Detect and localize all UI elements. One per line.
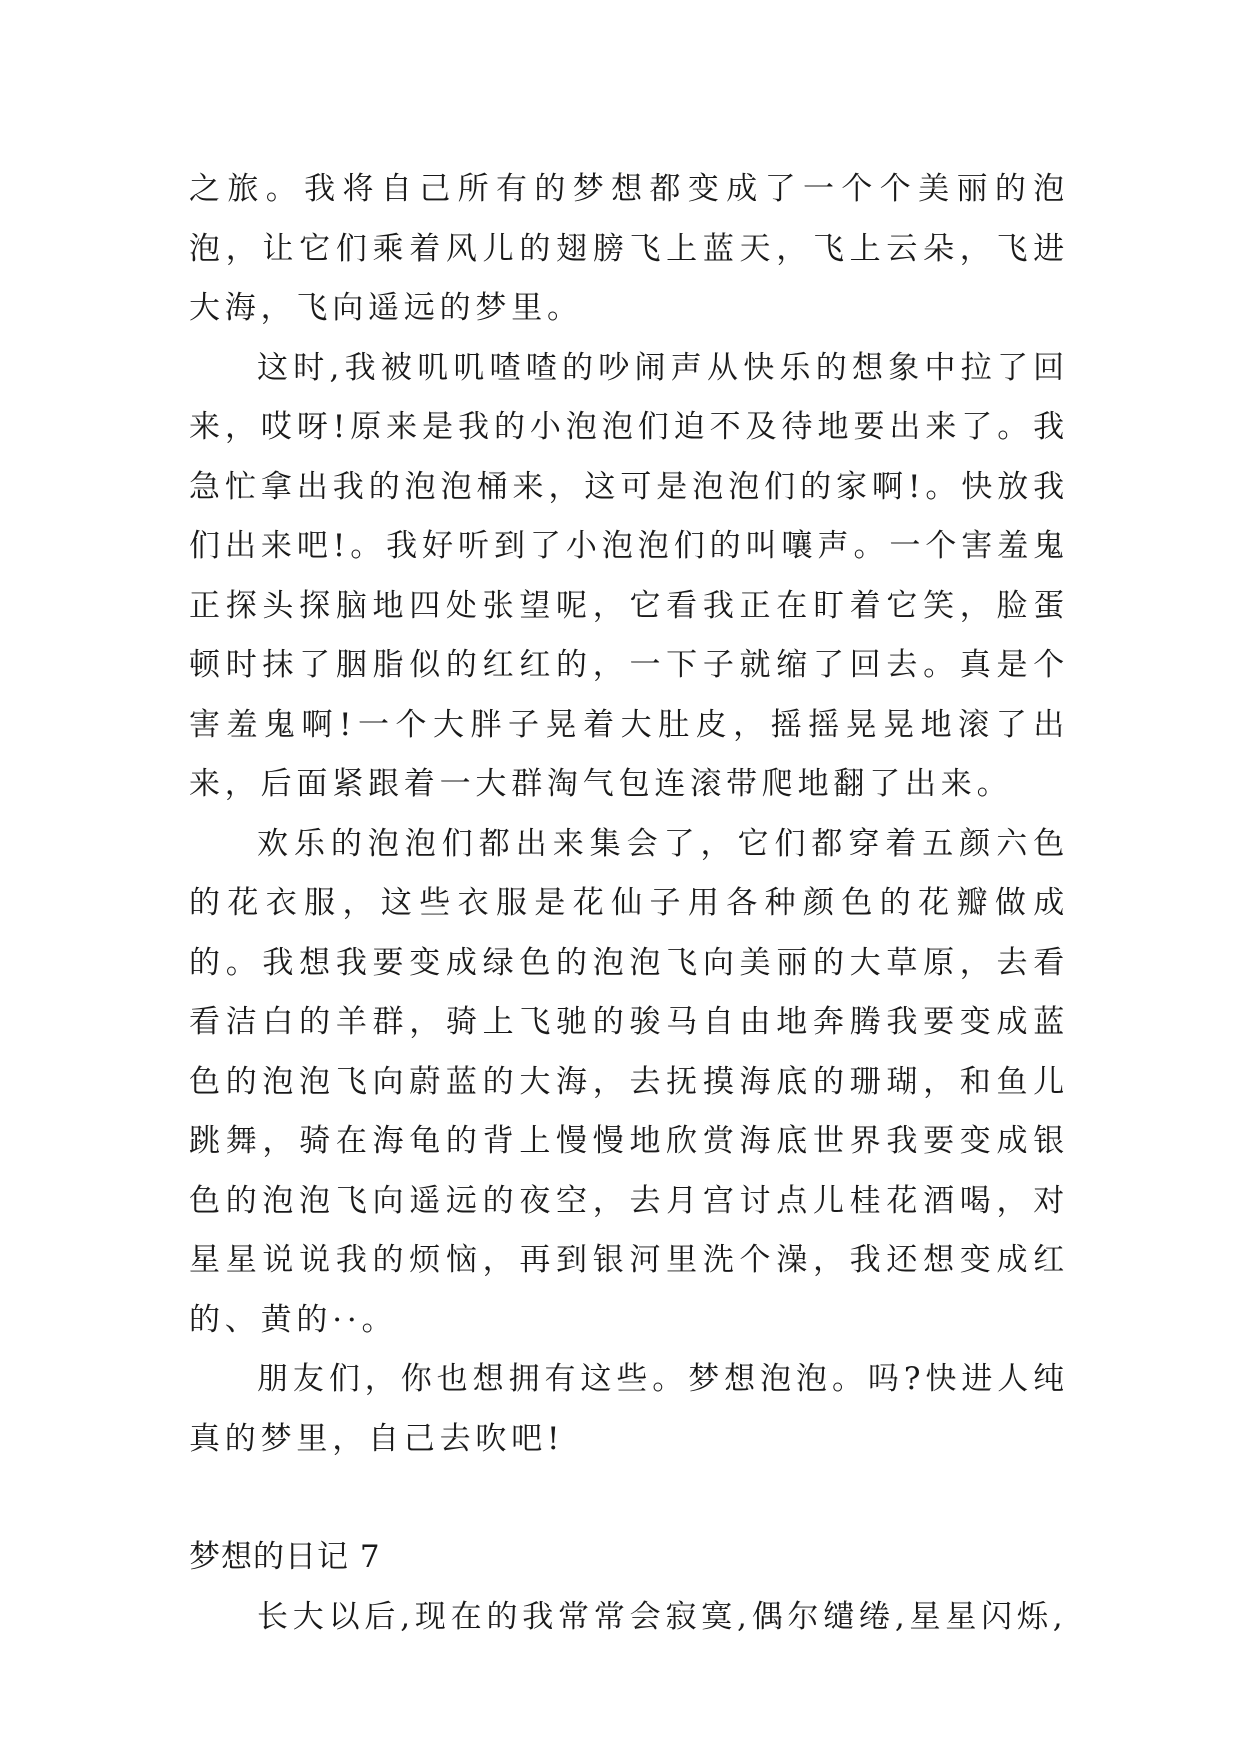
- paragraph-friends: 朋友们，你也想拥有这些。梦想泡泡。吗?快进人纯真的梦里，自己去吹吧!: [189, 1361, 1069, 1457]
- document-body: [189, 160, 1069, 1647]
- paragraph-growing-up: 长大以后,现在的我常常会寂寞,偶尔缱绻,星星闪烁,: [257, 1598, 1068, 1635]
- paragraph-bubble-party: 欢乐的泡泡们都出来集会了，它们都穿着五颜六色的花衣服，这些衣服是花仙子用各种颜色的花瓣做成的。我想我要变成绿色的泡泡飞向美丽的大草原，去看看洁白的羊群，骑上飞驰的骏马自由地奔腾我要变成蓝色的泡泡飞向蔚蓝的大海，去抚摸海底的珊瑚，和鱼儿跳舞，骑在海龟的背上慢慢地欣赏海底世界我要变成银色的泡泡飞向遥远的夜空，去月宫讨点儿桂花酒喝，对星星说说我的烦恼，再到银河里洗个澡，我还想变成红的、黄的··。: [189, 825, 1069, 1338]
- section-title: 梦想的日记 7: [189, 1539, 381, 1575]
- paragraph-continuation: 之旅。我将自己所有的梦想都变成了一个个美丽的泡泡，让它们乘着风儿的翅膀飞上蓝天，飞上云朵，飞进大海，飞向遥远的梦里。: [189, 171, 1069, 326]
- paragraph-bubbles-coming-out: 这时,我被叽叽喳喳的吵闹声从快乐的想象中拉了回来，哎呀!原来是我的小泡泡们迫不及待地要出来了。我急忙拿出我的泡泡桶来，这可是泡泡们的家啊!。快放我们出来吧!。我好听到了小泡泡们的叫嚷声。一个害羞鬼正探头探脑地四处张望呢，它看我正在盯着它笑，脸蛋顿时抹了胭脂似的红红的，一下子就缩了回去。真是个害羞鬼啊!一个大胖子晃着大肚皮，摇摇晃晃地滚了出来，后面紧跟着一大群淘气包连滚带爬地翻了出来。: [189, 349, 1069, 802]
